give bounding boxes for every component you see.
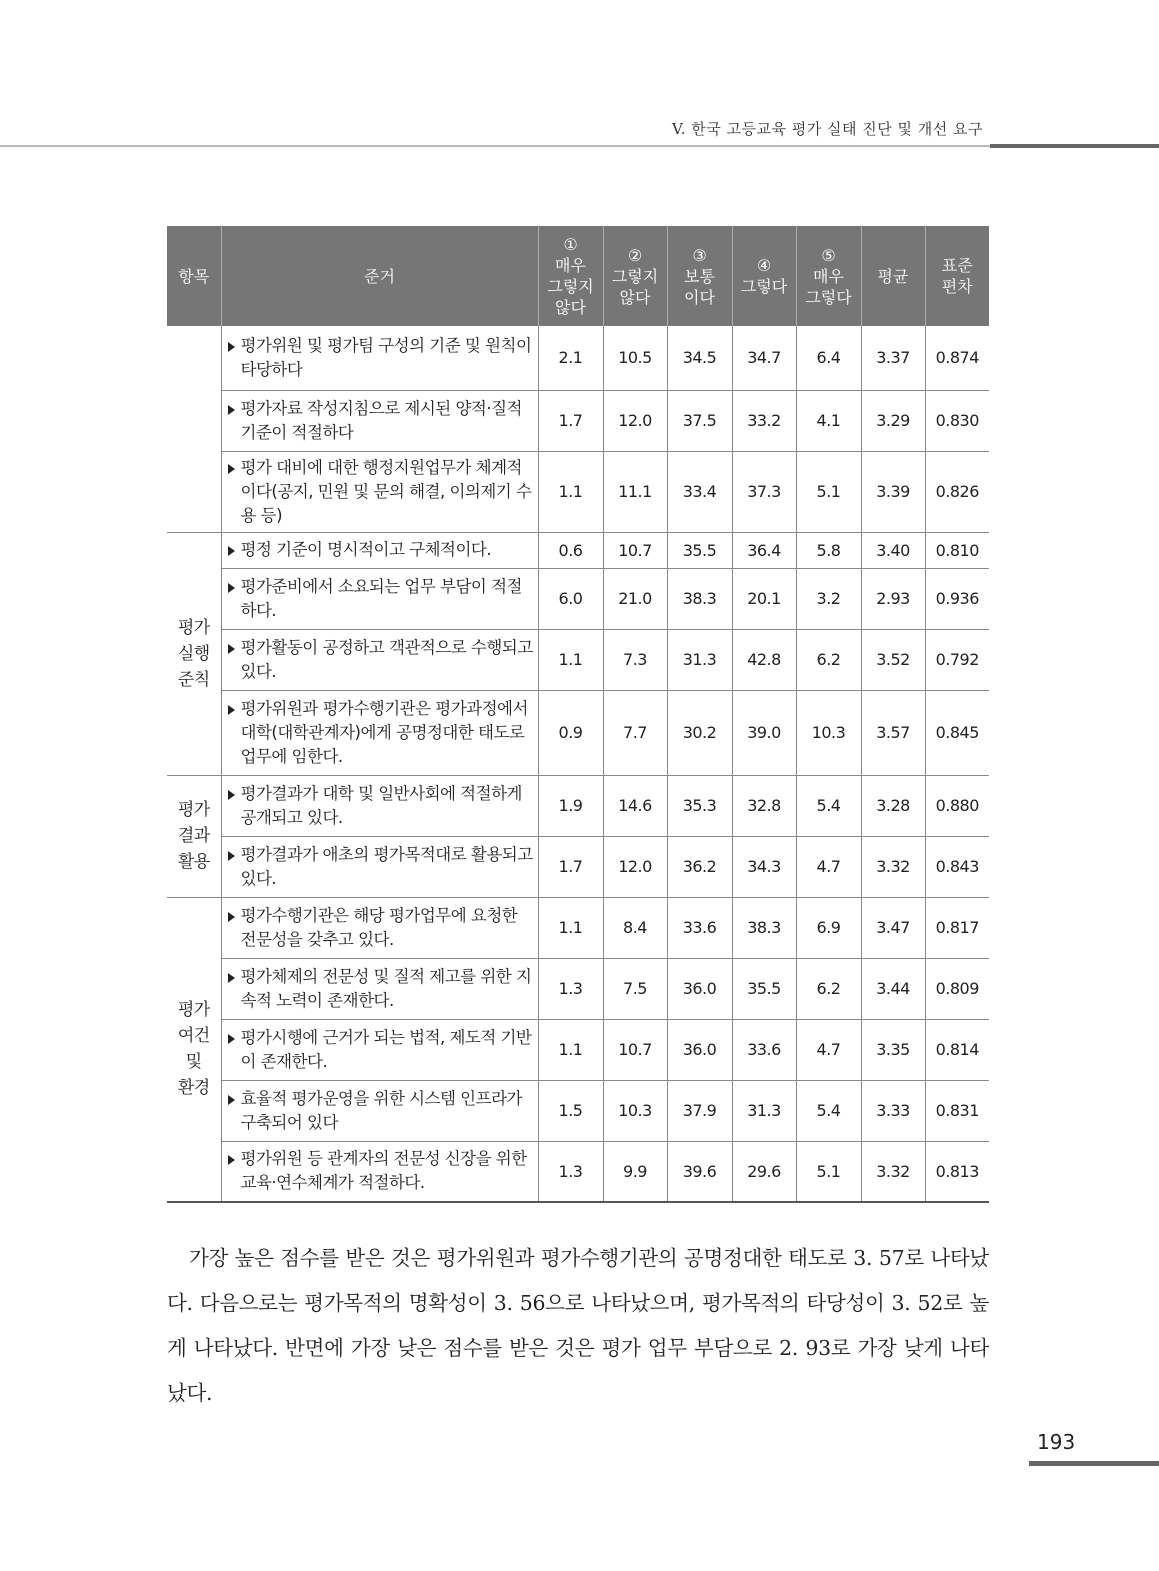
survey-table [167,226,989,1203]
triangle-bullet-icon [228,790,235,800]
value-strongly-disagree: 1.1 [538,629,603,690]
criterion-cell: 평정 기준이 명시적이고 구체적이다. [221,532,538,568]
value-strongly-disagree: 0.9 [538,690,603,775]
value-sd: 0.809 [925,958,989,1019]
table-row [167,451,989,532]
value-disagree: 7.5 [603,958,667,1019]
body-paragraph: 가장 높은 점수를 받은 것은 평가위원과 평가수행기관의 공명정대한 태도로 3. 57로 나타났다. 다음으로는 평가목적의 명확성이 3. 56으로 나타났으며, 평가목적의 타당성이 3. 52로 높게 나타났다. 반면에 가장 낮은 점수를 받은 것은 평가 업무 부담으로 2. 93로 가장 낮게 나타났다. [167,1246,989,1405]
value-agree: 33.6 [732,1019,796,1080]
value-mean: 3.39 [861,451,925,532]
value-strongly-disagree: 2.1 [538,326,603,390]
page-number: 193 [1037,1430,1076,1454]
category-cell: 평가 결과 활용 [167,775,221,897]
triangle-bullet-icon [228,644,235,654]
value-agree: 32.8 [732,775,796,836]
value-mean: 3.57 [861,690,925,775]
value-mean: 3.44 [861,958,925,1019]
value-mean: 3.40 [861,532,925,568]
triangle-bullet-icon [228,973,235,983]
value-mean: 3.52 [861,629,925,690]
table-row [167,1080,989,1141]
value-disagree: 10.5 [603,326,667,390]
value-disagree: 14.6 [603,775,667,836]
value-agree: 35.5 [732,958,796,1019]
running-head: V. 한국 고등교육 평가 실태 진단 및 개선 요구 [672,120,983,138]
header-rule-accent [990,144,1159,148]
triangle-bullet-icon [228,705,235,715]
header-agree: ④ 그렇다 [732,226,796,326]
criterion-cell: 평가체제의 전문성 및 질적 제고를 위한 지속적 노력이 존재한다. [221,958,538,1019]
triangle-bullet-icon [228,405,235,415]
value-disagree: 8.4 [603,897,667,958]
value-mean: 3.32 [861,836,925,897]
value-mean: 3.37 [861,326,925,390]
criterion-cell: 효율적 평가운영을 위한 시스템 인프라가 구축되어 있다 [221,1080,538,1141]
criterion-cell: 평가수행기관은 해당 평가업무에 요청한 전문성을 갖추고 있다. [221,897,538,958]
value-strongly-agree: 5.1 [796,451,861,532]
header-mean: 평균 [861,226,925,326]
value-strongly-agree: 4.1 [796,390,861,451]
table-row [167,958,989,1019]
criterion-cell: 평가시행에 근거가 되는 법적, 제도적 기반이 존재한다. [221,1019,538,1080]
value-mean: 3.35 [861,1019,925,1080]
value-neutral: 34.5 [667,326,732,390]
value-neutral: 35.5 [667,532,732,568]
value-neutral: 38.3 [667,568,732,629]
value-sd: 0.792 [925,629,989,690]
criterion-cell: 평가결과가 애초의 평가목적대로 활용되고 있다. [221,836,538,897]
table-row [167,532,989,568]
triangle-bullet-icon [228,1155,235,1165]
value-sd: 0.874 [925,326,989,390]
value-disagree: 7.3 [603,629,667,690]
value-strongly-agree: 6.2 [796,958,861,1019]
value-sd: 0.813 [925,1141,989,1202]
value-sd: 0.814 [925,1019,989,1080]
value-agree: 33.2 [732,390,796,451]
footer-rule [1029,1461,1159,1466]
value-strongly-disagree: 1.3 [538,1141,603,1202]
value-neutral: 36.2 [667,836,732,897]
value-strongly-agree: 6.2 [796,629,861,690]
value-strongly-disagree: 6.0 [538,568,603,629]
criterion-cell: 평가위원 등 관계자의 전문성 신장을 위한 교육·연수체계가 적절하다. [221,1141,538,1202]
table-row [167,326,989,390]
header-criterion: 준거 [221,226,538,326]
value-sd: 0.830 [925,390,989,451]
header-rule [0,145,990,147]
value-sd: 0.880 [925,775,989,836]
value-strongly-agree: 6.9 [796,897,861,958]
criterion-cell: 평가위원 및 평가팀 구성의 기준 및 원칙이 타당하다 [221,326,538,390]
table-row [167,775,989,836]
value-agree: 29.6 [732,1141,796,1202]
value-agree: 31.3 [732,1080,796,1141]
criterion-cell: 평가위원과 평가수행기관은 평가과정에서 대학(대학관계자)에게 공명정대한 태도로 업무에 임한다. [221,690,538,775]
triangle-bullet-icon [228,912,235,922]
value-sd: 0.845 [925,690,989,775]
value-sd: 0.826 [925,451,989,532]
value-sd: 0.843 [925,836,989,897]
criterion-cell: 평가 대비에 대한 행정지원업무가 체계적이다(공지, 민원 및 문의 해결, 이의제기 수용 등) [221,451,538,532]
triangle-bullet-icon [228,342,235,352]
triangle-bullet-icon [228,583,235,593]
value-strongly-disagree: 1.9 [538,775,603,836]
value-agree: 38.3 [732,897,796,958]
value-disagree: 12.0 [603,836,667,897]
value-strongly-agree: 5.1 [796,1141,861,1202]
triangle-bullet-icon [228,851,235,861]
value-sd: 0.810 [925,532,989,568]
criterion-cell: 평가활동이 공정하고 객관적으로 수행되고 있다. [221,629,538,690]
value-disagree: 10.3 [603,1080,667,1141]
table-row [167,568,989,629]
value-neutral: 37.5 [667,390,732,451]
value-strongly-agree: 4.7 [796,1019,861,1080]
value-sd: 0.817 [925,897,989,958]
header-strongly-agree: ⑤ 매우 그렇다 [796,226,861,326]
value-sd: 0.936 [925,568,989,629]
value-agree: 34.7 [732,326,796,390]
header-disagree: ② 그렇지 않다 [603,226,667,326]
criterion-cell: 평가준비에서 소요되는 업무 부담이 적절하다. [221,568,538,629]
value-strongly-agree: 5.4 [796,1080,861,1141]
value-mean: 2.93 [861,568,925,629]
triangle-bullet-icon [228,1095,235,1105]
table-row [167,629,989,690]
value-agree: 39.0 [732,690,796,775]
value-neutral: 36.0 [667,958,732,1019]
value-neutral: 31.3 [667,629,732,690]
value-agree: 34.3 [732,836,796,897]
value-neutral: 37.9 [667,1080,732,1141]
value-strongly-agree: 3.2 [796,568,861,629]
value-strongly-agree: 5.4 [796,775,861,836]
header-strongly-disagree: ① 매우 그렇지 않다 [538,226,603,326]
category-cell: 평가 실행 준칙 [167,532,221,775]
value-neutral: 36.0 [667,1019,732,1080]
value-disagree: 10.7 [603,1019,667,1080]
value-disagree: 11.1 [603,451,667,532]
triangle-bullet-icon [228,1034,235,1044]
value-strongly-disagree: 1.3 [538,958,603,1019]
triangle-bullet-icon [228,464,235,474]
table-row [167,390,989,451]
value-disagree: 9.9 [603,1141,667,1202]
value-neutral: 39.6 [667,1141,732,1202]
value-strongly-agree: 5.8 [796,532,861,568]
table-row [167,897,989,958]
header-item: 항목 [167,226,221,326]
value-strongly-disagree: 1.7 [538,390,603,451]
value-agree: 20.1 [732,568,796,629]
header-neutral: ③ 보통 이다 [667,226,732,326]
table-row [167,1019,989,1080]
value-strongly-disagree: 1.7 [538,836,603,897]
value-mean: 3.33 [861,1080,925,1141]
value-agree: 37.3 [732,451,796,532]
value-disagree: 12.0 [603,390,667,451]
table-row [167,1141,989,1202]
category-cell [167,326,221,532]
value-agree: 42.8 [732,629,796,690]
table-row [167,836,989,897]
value-strongly-disagree: 1.1 [538,1019,603,1080]
header-sd: 표준 편차 [925,226,989,326]
value-strongly-agree: 10.3 [796,690,861,775]
value-disagree: 7.7 [603,690,667,775]
value-disagree: 10.7 [603,532,667,568]
value-mean: 3.47 [861,897,925,958]
value-agree: 36.4 [732,532,796,568]
value-sd: 0.831 [925,1080,989,1141]
value-strongly-disagree: 1.5 [538,1080,603,1141]
table-row [167,690,989,775]
value-strongly-disagree: 0.6 [538,532,603,568]
category-cell: 평가 여건 및 환경 [167,897,221,1202]
value-neutral: 33.6 [667,897,732,958]
value-strongly-disagree: 1.1 [538,897,603,958]
value-neutral: 33.4 [667,451,732,532]
value-neutral: 35.3 [667,775,732,836]
value-strongly-agree: 4.7 [796,836,861,897]
criterion-cell: 평가자료 작성지침으로 제시된 양적·질적 기준이 적절하다 [221,390,538,451]
table-header-row [167,226,989,326]
value-disagree: 21.0 [603,568,667,629]
value-strongly-disagree: 1.1 [538,451,603,532]
value-strongly-agree: 6.4 [796,326,861,390]
value-mean: 3.32 [861,1141,925,1202]
triangle-bullet-icon [228,546,235,556]
value-mean: 3.28 [861,775,925,836]
value-mean: 3.29 [861,390,925,451]
criterion-cell: 평가결과가 대학 및 일반사회에 적절하게 공개되고 있다. [221,775,538,836]
value-neutral: 30.2 [667,690,732,775]
